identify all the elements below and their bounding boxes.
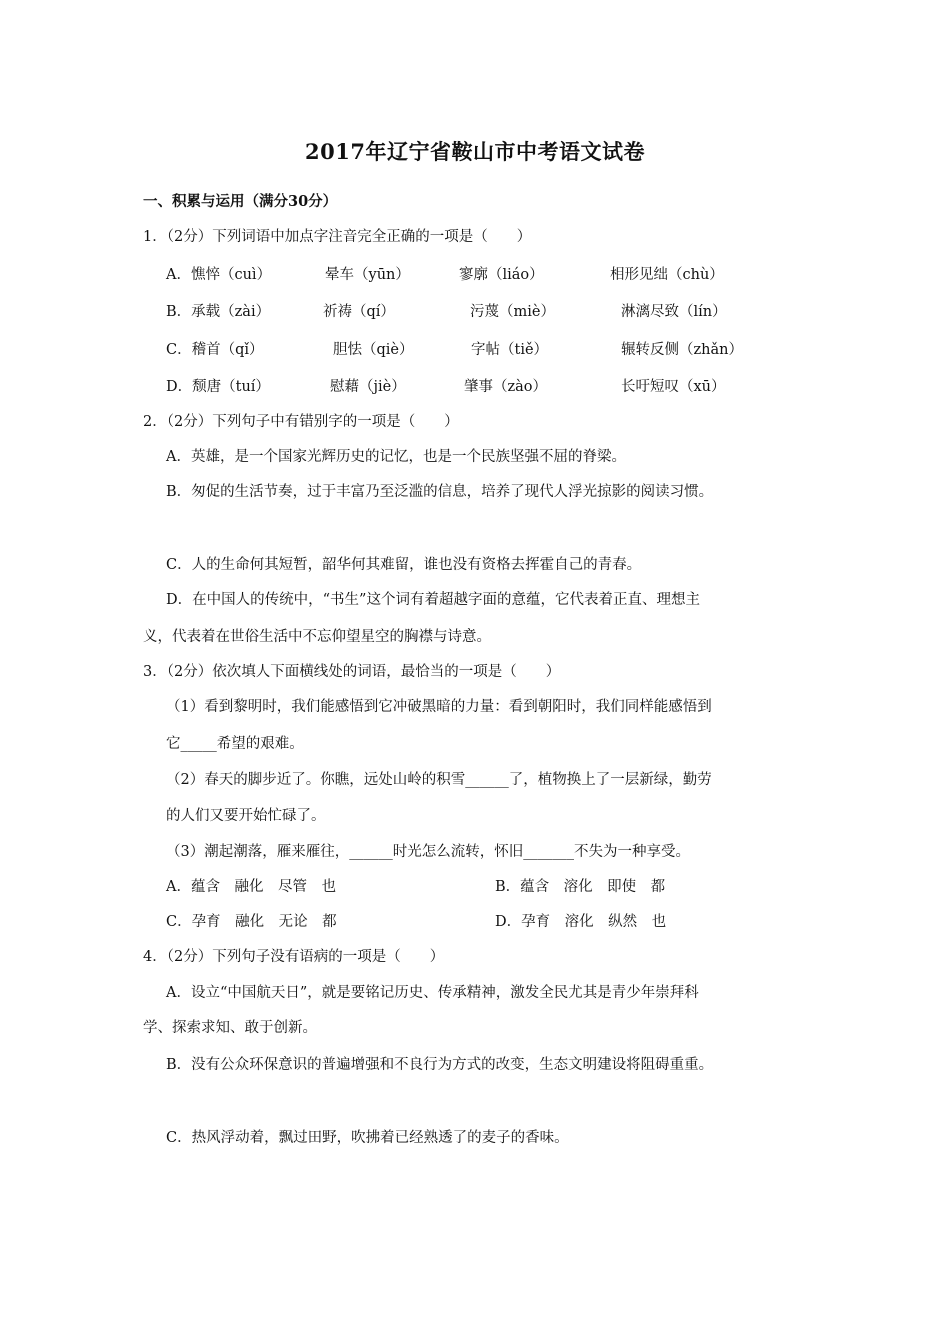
section-heading: 一、积累与运用（满分30分） (143, 193, 338, 210)
q3-sentence-1-line1: （1）看到黎明时，我们能感悟到它冲破黑暗的力量：看到朝阳时，我们同样能感悟到 (166, 699, 712, 715)
question-2-stem: 2．（2分）下列句子中有错别字的一项是（ ） (143, 414, 459, 430)
q3-sentence-2-line2: 的人们又要开始忙碌了。 (166, 808, 326, 824)
q2-option-a: A．英雄，是一个国家光辉历史的记忆，也是一个民族坚强不屈的脊梁。 (166, 449, 626, 465)
q3-option-a: A．蕴含 融化 尽管 也 (166, 879, 336, 895)
q1-option-b-1: B．承载（zài） (166, 304, 271, 320)
q1-option-d-3: 肇事（zào） (464, 379, 548, 395)
q3-option-b: B．蕴含 溶化 即使 都 (495, 879, 666, 895)
q3-sentence-2-line1: （2）春天的脚步近了。你瞧，远处山岭的积雪______了，植物换上了一层新绿，勤劳 (166, 772, 712, 788)
q1-option-c-4: 辗转反侧（zhǎn） (621, 342, 743, 358)
q1-option-a-2: 晕车（yūn） (325, 267, 410, 283)
q2-option-d-line2: 义，代表着在世俗生活中不忘仰望星空的胸襟与诗意。 (143, 629, 491, 645)
q1-option-c-3: 字帖（tiě） (471, 342, 549, 358)
question-1-stem: 1．（2分）下列词语中加点字注音完全正确的一项是（ ） (143, 229, 532, 245)
q4-option-a-line2: 学、探索求知、敢于创新。 (143, 1020, 317, 1036)
question-3-stem: 3．（2分）依次填人下面横线处的词语，最恰当的一项是（ ） (143, 664, 561, 680)
q1-option-d-1: D．颓唐（tuí） (166, 379, 270, 395)
q1-option-d-4: 长吁短叹（xū） (621, 379, 726, 395)
q1-option-a-3: 寥廓（liáo） (459, 267, 544, 283)
q1-option-a-1: A．憔悴（cuì） (166, 267, 272, 283)
q1-option-c-1: C．稽首（qǐ） (166, 342, 264, 358)
q1-option-b-2: 祈祷（qí） (323, 304, 395, 320)
q1-option-b-3: 污蔑（miè） (470, 304, 555, 320)
q1-option-d-2: 慰藉（jiè） (330, 379, 406, 395)
q3-sentence-3: （3）潮起潮落，雁来雁往，______时光怎么流转，怀旧_______不失为一种享受。 (166, 844, 690, 860)
q4-option-c: C．热风浮动着，飘过田野，吹拂着已经熟透了的麦子的香味。 (166, 1130, 569, 1146)
question-4-stem: 4．（2分）下列句子没有语病的一项是（ ） (143, 949, 445, 965)
q4-option-b: B．没有公众环保意识的普遍增强和不良行为方式的改变，生态文明建设将阻碍重重。 (166, 1057, 714, 1073)
q2-option-c: C．人的生命何其短暂，韶华何其难留，谁也没有资格去挥霍自己的青春。 (166, 557, 642, 573)
q3-option-c: C．孕育 融化 无论 都 (166, 914, 337, 930)
q3-sentence-1-line2: 它_____希望的艰难。 (166, 736, 304, 752)
q1-option-a-4: 相形见绌（chù） (610, 267, 724, 283)
q4-option-a-line1: A．设立“中国航天日”，就是要铭记历史、传承精神，激发全民尤其是青少年崇拜科 (166, 985, 699, 1001)
q3-option-d: D．孕育 溶化 纵然 也 (495, 914, 667, 930)
q2-option-b: B．匆促的生活节奏，过于丰富乃至泛滥的信息，培养了现代人浮光掠影的阅读习惯。 (166, 484, 714, 500)
q1-option-b-4: 淋漓尽致（lín） (621, 304, 727, 320)
page-title: 2017年辽宁省鞍山市中考语文试卷 (305, 139, 645, 164)
q2-option-d-line1: D．在中国人的传统中，“书生”这个词有着超越字面的意蕴，它代表着正直、理想主 (166, 592, 700, 608)
q1-option-c-2: 胆怯（qiè） (333, 342, 414, 358)
